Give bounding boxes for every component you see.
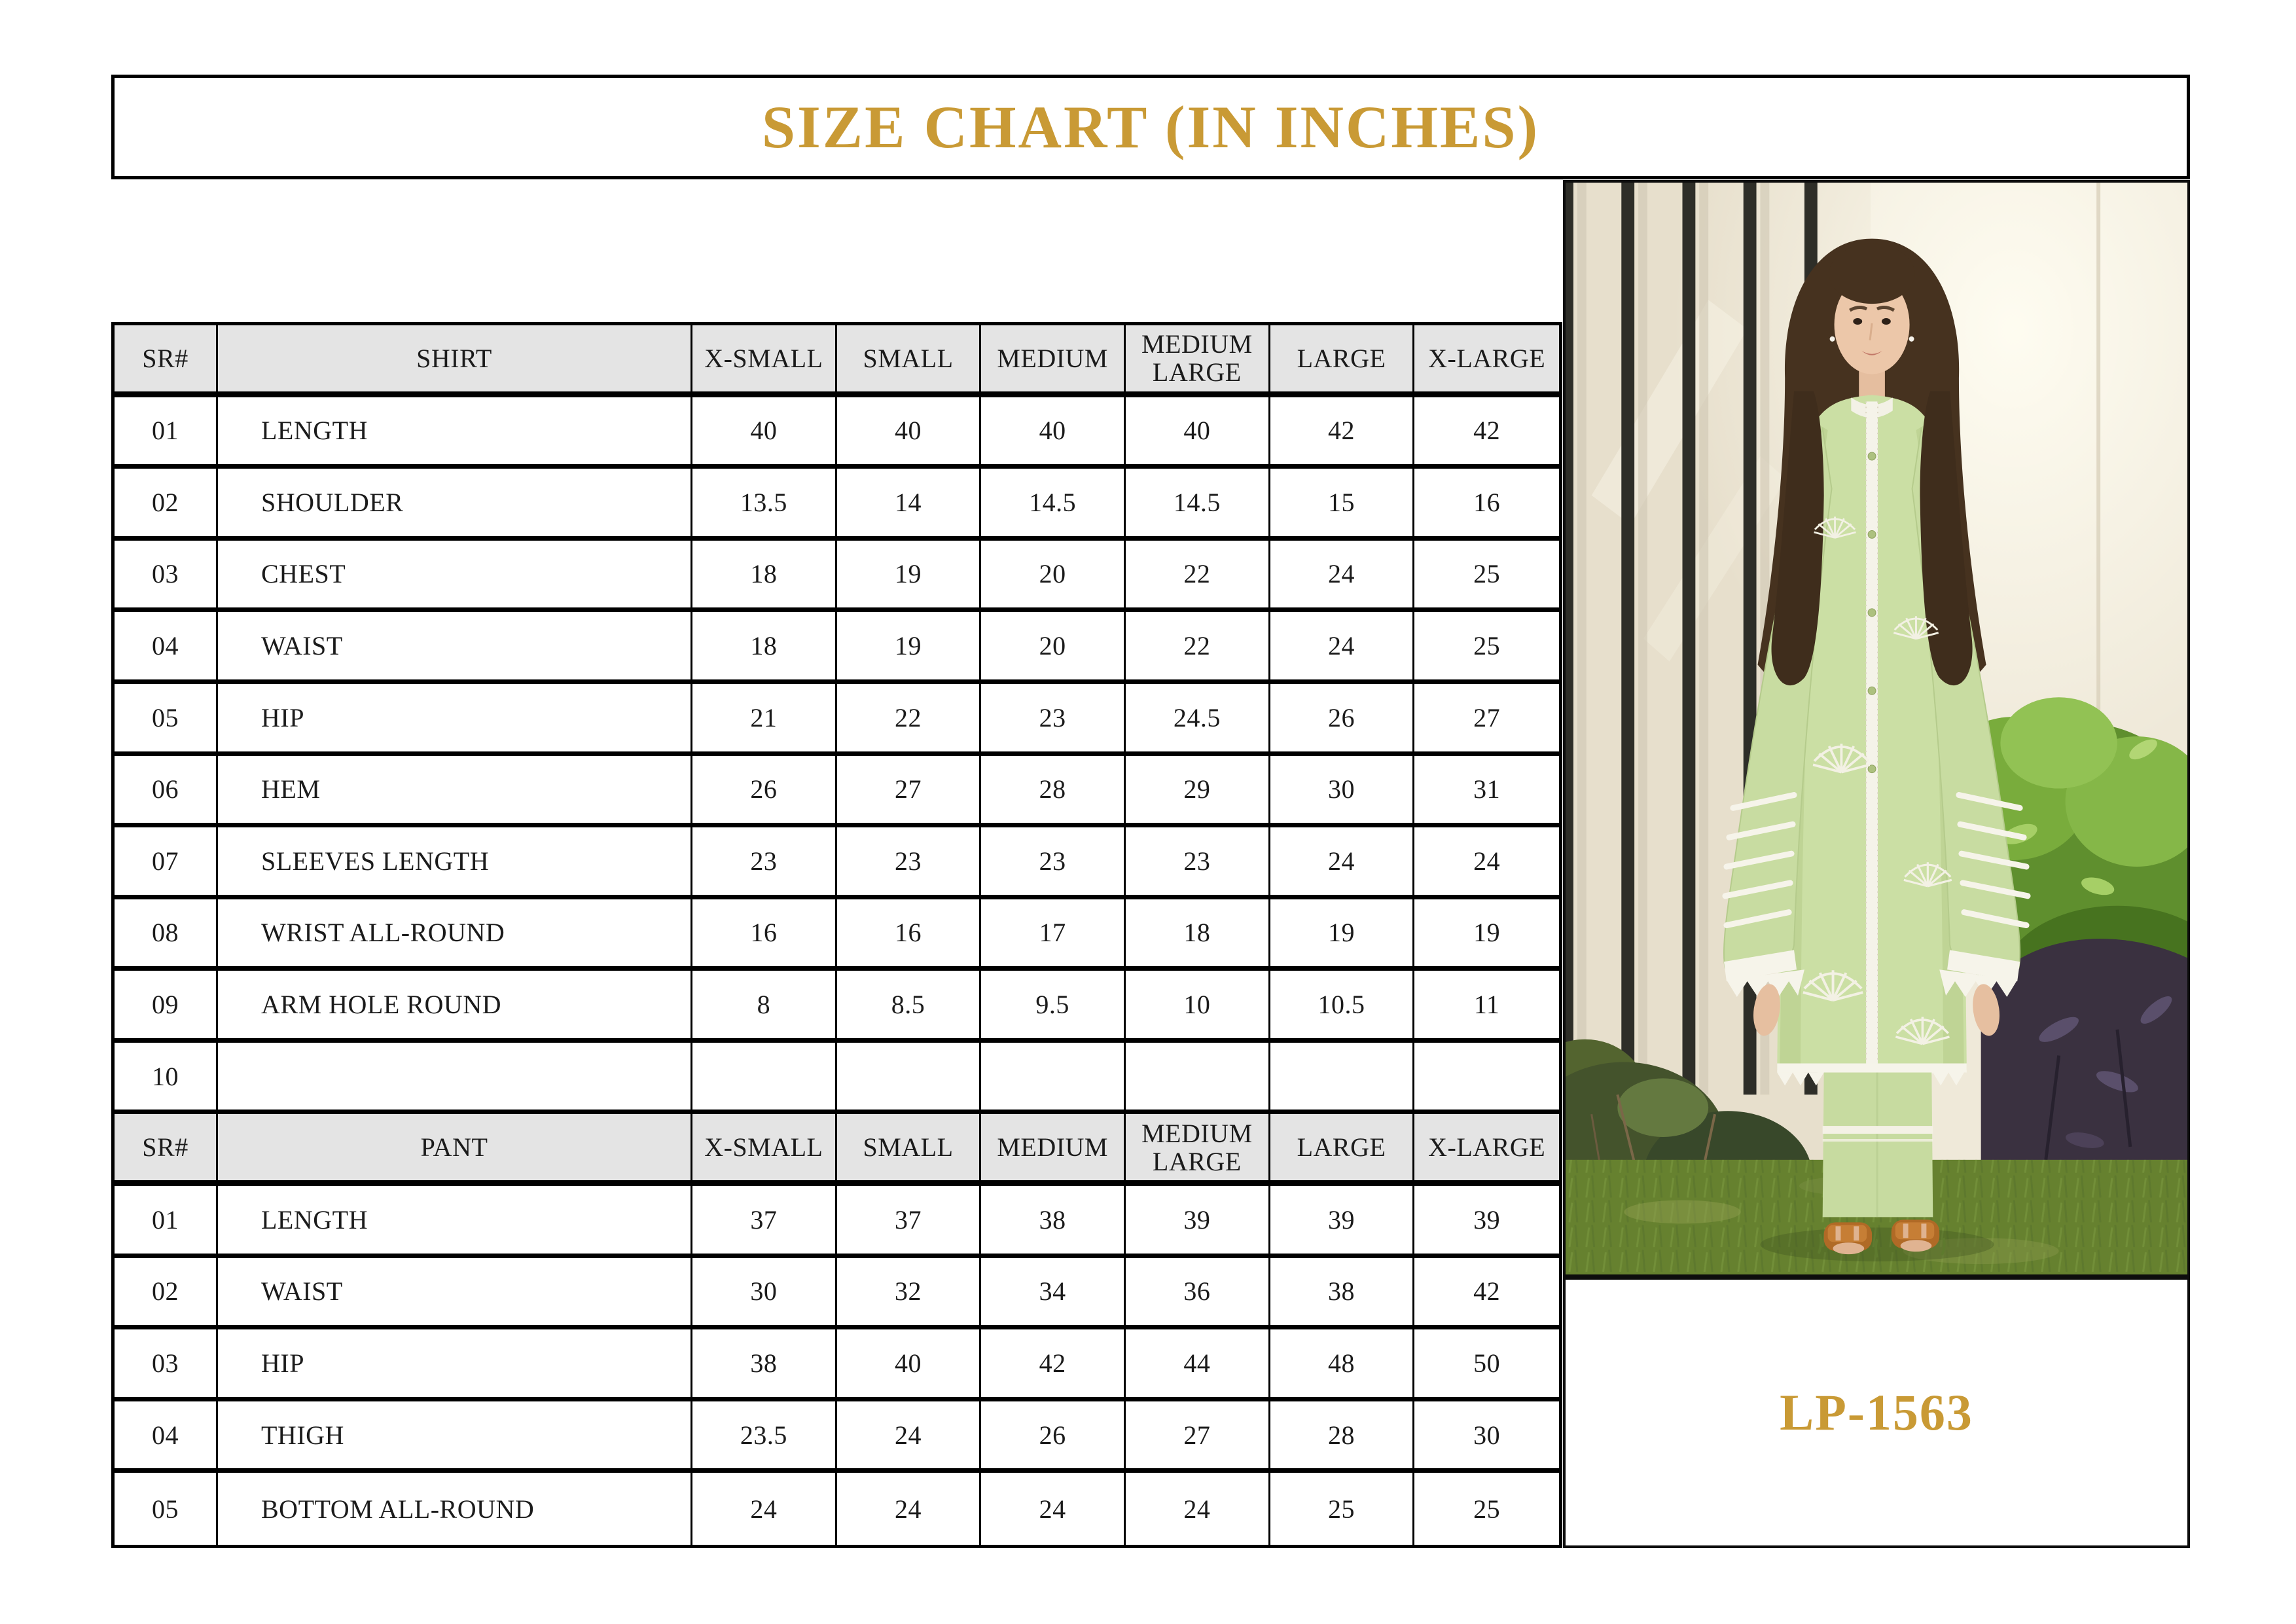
shirt-size-value (981, 1043, 1126, 1115)
pant-size-value: 39 (1126, 1186, 1270, 1258)
pant-size-value: 42 (981, 1329, 1126, 1401)
shirt-size-value: 40 (1126, 397, 1270, 469)
pant-size-value: 26 (981, 1401, 1126, 1473)
shirt-size-value (692, 1043, 837, 1115)
shirt-size-value: 27 (837, 756, 982, 828)
shirt-sr-cell: 09 (115, 971, 218, 1043)
shirt-size-value: 26 (692, 756, 837, 828)
pant-size-value: 42 (1414, 1258, 1559, 1330)
pant-header-medium-large: MEDIUM LARGE (1126, 1114, 1270, 1186)
pant-sr-cell: 02 (115, 1258, 218, 1330)
title-banner (111, 75, 2190, 179)
shirt-size-value: 29 (1126, 756, 1270, 828)
shirt-size-value: 40 (981, 397, 1126, 469)
pant-header-x-large: X-LARGE (1414, 1114, 1559, 1186)
shirt-measurement-label: WRIST ALL-ROUND (218, 899, 692, 971)
shirt-header-garment: SHIRT (218, 325, 692, 397)
shirt-size-value: 23 (837, 827, 982, 899)
shirt-size-value: 16 (837, 899, 982, 971)
shirt-size-value (1414, 1043, 1559, 1115)
pant-size-value: 39 (1270, 1186, 1415, 1258)
shirt-sr-cell: 04 (115, 612, 218, 684)
shirt-size-value: 31 (1414, 756, 1559, 828)
pant-header-sr: SR# (115, 1114, 218, 1186)
pant-header-x-small: X-SMALL (692, 1114, 837, 1186)
shirt-measurement-label: ARM HOLE ROUND (218, 971, 692, 1043)
shirt-sr-cell: 06 (115, 756, 218, 828)
pant-size-value: 27 (1126, 1401, 1270, 1473)
pant-header-small: SMALL (837, 1114, 982, 1186)
pant-header-garment: PANT (218, 1114, 692, 1186)
pant-size-value: 24 (837, 1401, 982, 1473)
pant-size-value: 37 (692, 1186, 837, 1258)
shirt-size-value: 40 (837, 397, 982, 469)
pant-measurement-label: HIP (218, 1329, 692, 1401)
shirt-size-value: 19 (837, 541, 982, 613)
pant-size-value: 25 (1270, 1473, 1415, 1545)
shirt-size-value (1270, 1043, 1415, 1115)
shirt-size-value: 24 (1270, 612, 1415, 684)
pant-size-value: 24 (981, 1473, 1126, 1545)
pant-measurement-label: THIGH (218, 1401, 692, 1473)
shirt-sr-cell: 08 (115, 899, 218, 971)
pant-size-value: 38 (1270, 1258, 1415, 1330)
shirt-sr-cell: 05 (115, 684, 218, 756)
shirt-sr-cell: 10 (115, 1043, 218, 1115)
shirt-size-value: 24 (1270, 541, 1415, 613)
pant-sr-cell: 01 (115, 1186, 218, 1258)
shirt-size-value: 22 (837, 684, 982, 756)
pant-size-value: 23.5 (692, 1401, 837, 1473)
shirt-measurement-label: CHEST (218, 541, 692, 613)
pant-sr-cell: 04 (115, 1401, 218, 1473)
shirt-size-value (1126, 1043, 1270, 1115)
product-code: LP-1563 (1780, 1384, 1973, 1441)
pant-size-value: 37 (837, 1186, 982, 1258)
pant-header-medium: MEDIUM (981, 1114, 1126, 1186)
pant-size-value: 39 (1414, 1186, 1559, 1258)
shirt-size-value: 14.5 (1126, 469, 1270, 541)
pant-size-value: 38 (692, 1329, 837, 1401)
shirt-size-value: 22 (1126, 612, 1270, 684)
pant-size-value: 30 (1414, 1401, 1559, 1473)
shirt-size-value: 10 (1126, 971, 1270, 1043)
shirt-size-value: 19 (1414, 899, 1559, 971)
pant-size-value: 48 (1270, 1329, 1415, 1401)
shirt-sr-cell: 03 (115, 541, 218, 613)
shirt-size-value: 30 (1270, 756, 1415, 828)
pant-size-value: 34 (981, 1258, 1126, 1330)
shirt-size-value: 14.5 (981, 469, 1126, 541)
pant-size-value: 25 (1473, 1494, 1501, 1524)
shirt-size-value: 19 (837, 612, 982, 684)
shirt-size-value: 18 (692, 541, 837, 613)
shirt-size-value: 9.5 (981, 971, 1126, 1043)
shirt-header-x-large: X-LARGE (1414, 325, 1559, 397)
shirt-measurement-label: SHOULDER (218, 469, 692, 541)
shirt-size-value: 13.5 (692, 469, 837, 541)
pant-sr-cell: 03 (115, 1329, 218, 1401)
shirt-size-value: 24.5 (1126, 684, 1270, 756)
shirt-size-value: 19 (1270, 899, 1415, 971)
pant-size-value: 50 (1414, 1329, 1559, 1401)
pant-size-value: 30 (692, 1258, 837, 1330)
shirt-size-value: 20 (981, 541, 1126, 613)
shirt-size-value: 42 (1414, 397, 1559, 469)
shirt-header-medium-large: MEDIUM LARGE (1126, 325, 1270, 397)
pant-size-value: 44 (1126, 1329, 1270, 1401)
shirt-size-value: 16 (1414, 469, 1559, 541)
shirt-sr-cell: 01 (115, 397, 218, 469)
shirt-size-value: 8.5 (837, 971, 982, 1043)
shirt-size-value: 16 (692, 899, 837, 971)
pant-size-value: 24 (1126, 1473, 1270, 1545)
shirt-measurement-label (218, 1043, 692, 1115)
pant-measurement-label: BOTTOM ALL-ROUND (218, 1473, 692, 1545)
shirt-measurement-label: SLEEVES LENGTH (218, 827, 692, 899)
shirt-sr-cell: 07 (115, 827, 218, 899)
pant-size-value: 28 (1270, 1401, 1415, 1473)
pant-size-value: 24 (837, 1473, 982, 1545)
shirt-size-value: 26 (1270, 684, 1415, 756)
shirt-size-value: 40 (692, 397, 837, 469)
shirt-header-sr: SR# (115, 325, 218, 397)
shirt-size-value: 8 (692, 971, 837, 1043)
shirt-header-large: LARGE (1270, 325, 1415, 397)
pant-size-value: 36 (1126, 1258, 1270, 1330)
shirt-size-value: 23 (1126, 827, 1270, 899)
shirt-size-value: 21 (692, 684, 837, 756)
page-title: SIZE CHART (IN INCHES) (761, 94, 1540, 160)
shirt-header-small: SMALL (837, 325, 982, 397)
shirt-header-medium: MEDIUM (981, 325, 1126, 397)
shirt-size-value: 25 (1414, 541, 1559, 613)
shirt-size-value: 20 (981, 612, 1126, 684)
shirt-size-value: 15 (1270, 469, 1415, 541)
pant-size-value: 32 (837, 1258, 982, 1330)
shirt-size-value: 18 (692, 612, 837, 684)
shirt-size-value: 14 (837, 469, 982, 541)
shirt-size-value: 23 (692, 827, 837, 899)
pant-size-value: 24 (692, 1473, 837, 1545)
shirt-size-value: 28 (981, 756, 1126, 828)
shirt-size-value: 17 (981, 899, 1126, 971)
shirt-sr-cell: 02 (115, 469, 218, 541)
shirt-size-value: 10.5 (1270, 971, 1415, 1043)
shirt-size-value: 24 (1414, 827, 1559, 899)
shirt-size-value: 23 (981, 684, 1126, 756)
shirt-size-value: 22 (1126, 541, 1270, 613)
shirt-size-value: 18 (1126, 899, 1270, 971)
product-code-box (1563, 1277, 2190, 1548)
shirt-size-value: 11 (1414, 971, 1559, 1043)
shirt-size-value (837, 1043, 982, 1115)
shirt-size-value: 42 (1270, 397, 1415, 469)
shirt-measurement-label: HIP (218, 684, 692, 756)
shirt-measurement-label: HEM (218, 756, 692, 828)
model-photo-illustration (1566, 183, 2187, 1274)
pant-size-value: 38 (981, 1186, 1126, 1258)
shirt-size-value: 25 (1414, 612, 1559, 684)
model-photo (1563, 180, 2190, 1277)
shirt-measurement-label: LENGTH (218, 397, 692, 469)
shirt-header-x-small: X-SMALL (692, 325, 837, 397)
pant-sr-cell: 05 (115, 1473, 218, 1545)
shirt-size-value: 23 (981, 827, 1126, 899)
shirt-size-value: 27 (1414, 684, 1559, 756)
pant-measurement-label: WAIST (218, 1258, 692, 1330)
shirt-measurement-label: WAIST (218, 612, 692, 684)
pant-measurement-label: LENGTH (218, 1186, 692, 1258)
shirt-size-value: 24 (1270, 827, 1415, 899)
measurement-table (111, 322, 1562, 1548)
pant-size-value: 40 (837, 1329, 982, 1401)
pant-header-large: LARGE (1270, 1114, 1415, 1186)
